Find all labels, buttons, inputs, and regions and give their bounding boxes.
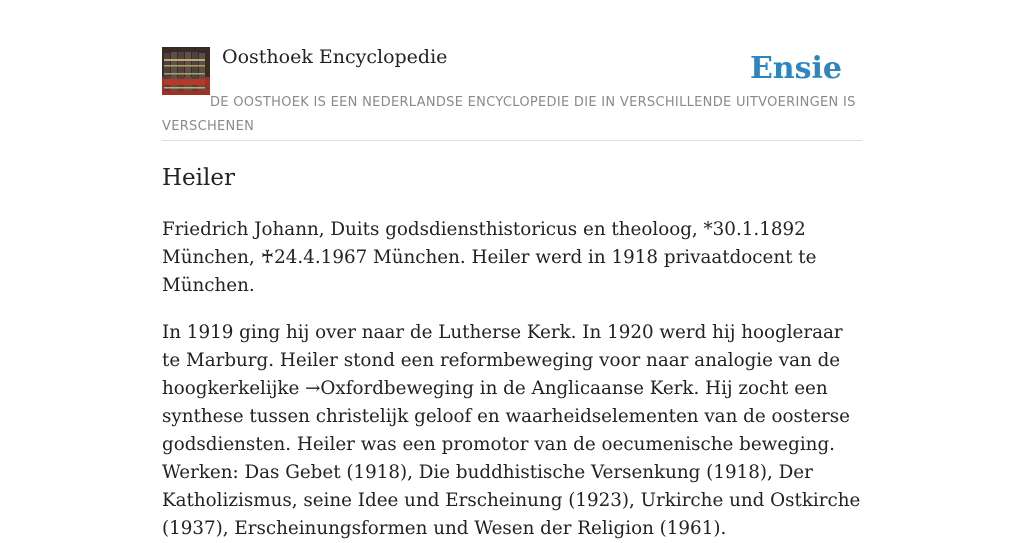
- article-paragraph: In 1919 ging hij over naar de Lutherse Kerk. In 1920 werd hij hoogleraar te Marburg. Heiler stond een reformbeweging voor naar analogie van de hoogkerkelijke →Oxfordbeweging in de Anglicaanse Kerk. Hij zocht een synthese tussen christelijk geloof en waarheidselementen van de oosterse godsdiensten. Heiler was een promotor van de oecumenische beweging. Werken: Das Gebet (1918), Die buddhistische Versenkung (1918), Der Katholizismus, seine Idee und Erscheinung (1923), Urkirche und Ostkirche (1937), Erscheinungsformen und Wesen der Religion (1961).: [162, 322, 861, 539]
- site-header: [162, 46, 862, 141]
- article-title: Heiler: [162, 165, 235, 191]
- site-title[interactable]: Oosthoek Encyclopedie: [222, 46, 448, 68]
- brand-logo[interactable]: Ensie: [749, 51, 842, 86]
- encyclopedia-books-icon[interactable]: [162, 47, 210, 95]
- site-tagline: DE OOSTHOEK IS EEN NEDERLANDSE ENCYCLOPEDIE DIE IN VERSCHILLENDE UITVOERINGEN IS VERSCHENEN: [162, 95, 856, 134]
- article-paragraph: Friedrich Johann, Duits godsdiensthistoricus en theoloog, *30.1.1892 München, ♰24.4.1967 München. Heiler werd in 1918 privaatdocent te München.: [162, 219, 817, 296]
- article: [162, 160, 862, 543]
